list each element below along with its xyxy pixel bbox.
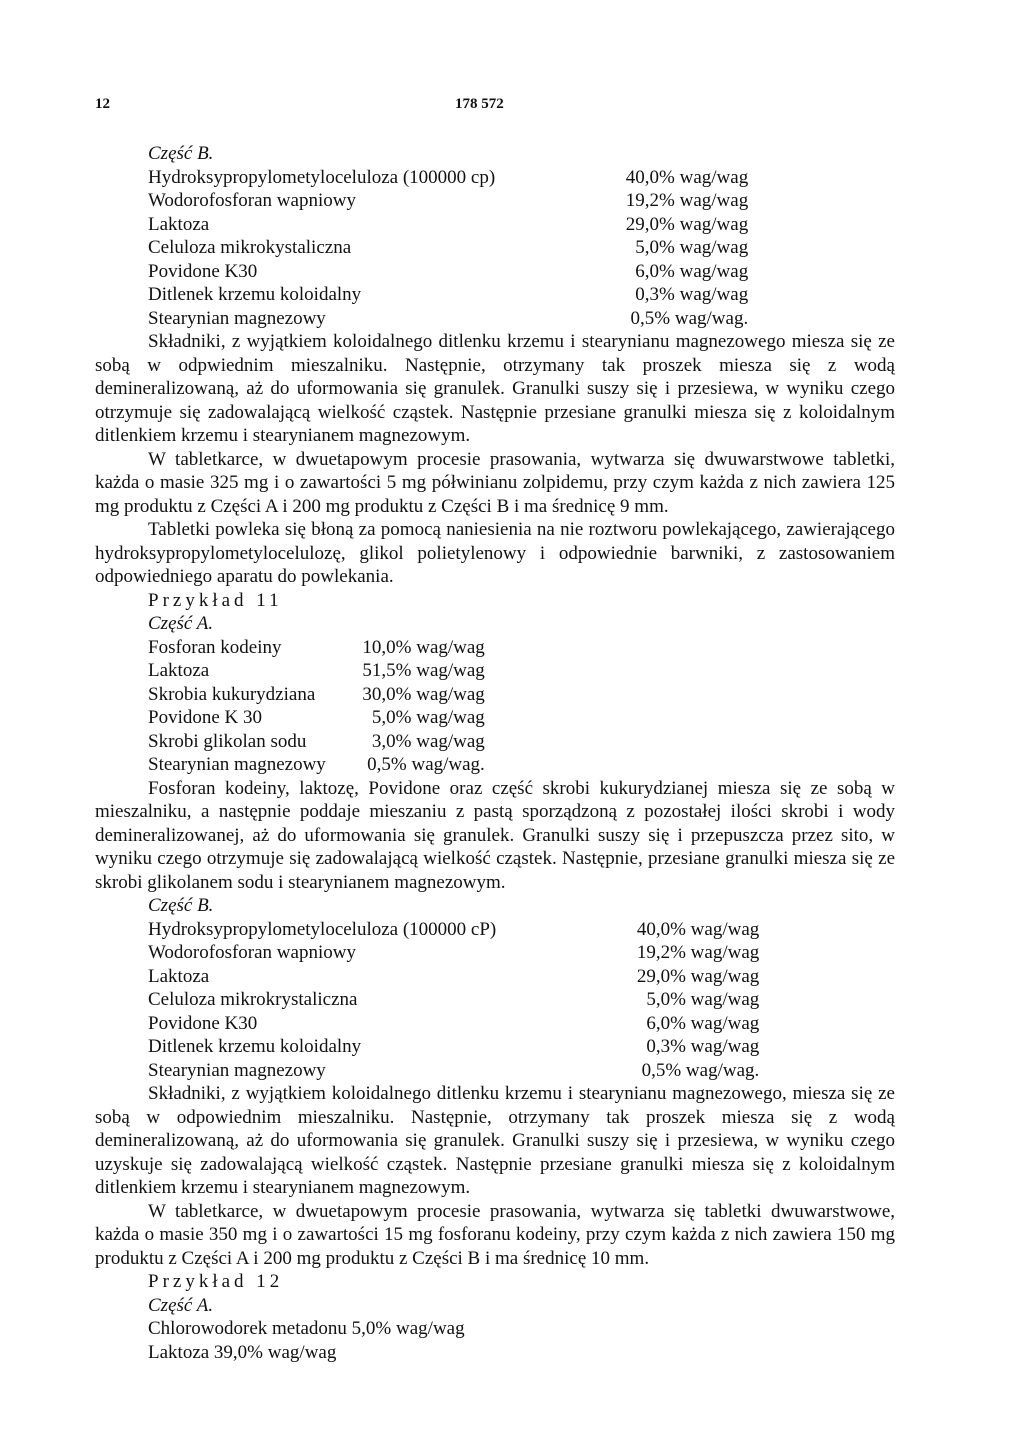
ingredient-value: 10,0% wag/wag — [362, 636, 485, 658]
ingredient-row — [148, 213, 748, 237]
ingredient-name: Hydroksypropylometyloceluloza (100000 cP) — [148, 918, 497, 940]
ingredient-row — [148, 988, 759, 1012]
page-header — [95, 96, 925, 120]
ingredient-name: Celuloza mikrokystaliczna — [148, 237, 352, 258]
paragraph: Składniki, z wyjątkiem koloidalnego ditlenku krzemu i stearynianu magnezowego, miesza się ze sobą w odpowiednim mieszalniku. Następnie, otrzymany tak proszek miesza się z wodą demineralizowaną, aż do uformowania się granulek. Granulki suszy się i przesiewa, w wyniku czego uzyskuje się zadowalającą wielkość cząstek. Następnie przesiane granulki miesza się z koloidalnym ditlenkiem krzemu i stearynianem magnezowym. — [95, 1083, 895, 1198]
ingredient-row — [148, 706, 485, 730]
ingredient-row — [148, 1012, 759, 1036]
ingredient-name: Skrobi glikolan sodu — [148, 730, 307, 752]
ingredient-table — [148, 636, 485, 777]
ingredient-row — [148, 918, 759, 942]
page-number: 12 — [95, 96, 110, 112]
ingredient-table — [148, 166, 748, 331]
ingredient-value: 6,0% wag/wag — [635, 260, 749, 282]
ingredient-row — [148, 166, 748, 190]
ingredient-row — [148, 236, 748, 260]
ingredient-name: Ditlenek krzemu koloidalny — [148, 1036, 362, 1057]
ingredient-name: Stearynian magnezowy — [148, 1059, 326, 1081]
ingredient-name: Laktoza — [148, 660, 210, 681]
ingredient-row — [148, 683, 485, 707]
ingredient-name: Povidone K30 — [148, 1012, 258, 1034]
example-heading: Przykład 11 — [148, 589, 283, 611]
ingredient-name: Celuloza mikrokrystaliczna — [148, 989, 358, 1010]
ingredient-row — [148, 659, 485, 683]
ingredient-name: Povidone K30 — [148, 260, 258, 282]
part-b-label: Część B. — [148, 895, 214, 916]
ingredient-row — [148, 260, 748, 284]
ingredient-name: Laktoza — [148, 965, 210, 987]
ingredient-value: 0,5% wag/wag. — [630, 307, 749, 329]
ingredient-name: Ditlenek krzemu koloidalny — [148, 284, 362, 305]
paragraph: W tabletkarce, w dwuetapowym procesie prasowania, wytwarza się dwuwarstwowe tabletki, każda o masie 325 mg i o zawartości 5 mg półwinianu zolpidemu, przy czym każda z nich zawiera 125 mg produktu z Części A i 200 mg produktu z Części B i ma średnicę 9 mm. — [95, 448, 895, 517]
ingredient-row — [148, 753, 485, 777]
paragraph: Składniki, z wyjątkiem koloidalnego ditlenku krzemu i stearynianu magnezowego miesza się ze sobą w odpwiednim mieszalniku. Następnie, otrzymany tak proszek miesza się z wodą demineralizowaną, aż do uformowania się granulek. Granulki suszy się i przesiewa, w wyniku czego otrzymuje się zadowalającą wielkość cząstek. Następnie przesiane granulki miesza się z koloidalnym ditlenkiem krzemu i stearynianem magnezowym. — [95, 331, 895, 446]
ingredient-row — [148, 283, 748, 307]
document-number: 178 572 — [455, 96, 504, 112]
part-a-label: Część A. — [148, 1294, 214, 1316]
document-body — [95, 142, 895, 1364]
ingredient-value: 51,5% wag/wag — [362, 660, 485, 681]
ingredient-value: 0,3% wag/wag — [635, 284, 749, 305]
ingredient-value: 5,0% wag/wag — [646, 989, 760, 1010]
ingredient-name: Fosforan kodeiny — [148, 636, 282, 658]
ingredient-value: 29,0% wag/wag — [636, 965, 760, 987]
ingredient-row — [148, 307, 748, 331]
ingredient-value: 29,0% wag/wag — [625, 213, 749, 235]
ingredient-value: 5,0% wag/wag — [635, 237, 749, 258]
ingredient-name: Hydroksypropylometyloceluloza (100000 cp) — [148, 166, 496, 188]
ingredient-name: Povidone K 30 — [148, 707, 262, 728]
ingredient-row — [148, 730, 485, 754]
ingredient-table — [148, 918, 759, 1083]
part-a-label: Część A. — [148, 613, 214, 634]
ingredient-name: Stearynian magnezowy — [148, 307, 326, 329]
ingredient-row — [148, 636, 485, 660]
part-b-label: Część B. — [148, 143, 214, 164]
ingredient-value: 0,3% wag/wag — [646, 1036, 760, 1057]
paragraph: Tabletki powleka się błoną za pomocą naniesienia na nie roztworu powlekającego, zawierającego hydroksypropylometylocelulozę, glikol polietylenowy i odpowiednie barwniki, z zastosowaniem odpowiedniego aparatu do powlekania. — [95, 519, 895, 587]
example-heading: Przykład 12 — [148, 1271, 284, 1292]
ingredient-row — [148, 1035, 759, 1059]
ingredient-value: 30,0% wag/wag — [362, 683, 485, 705]
ingredient-row — [148, 189, 748, 213]
ingredient-value: 3,0% wag/wag — [371, 730, 485, 752]
paragraph: Fosforan kodeiny, laktozę, Povidone oraz część skrobi kukurydzianej miesza się ze sobą w mieszalniku, a następnie poddaje mieszaniu z pastą sporządzoną z pozostałej ilości skrobi i wody demineralizowanej, aż do uformowania się granulek. Granulki suszy się i przepuszcza przez sito, w wyniku czego otrzymuje się zadowalającą wielkość cząstek. Następnie, przesiane granulki miesza się ze skrobi glikolanem sodu i stearynianem magnezowym. — [95, 777, 895, 893]
paragraph: W tabletkarce, w dwuetapowym procesie prasowania, wytwarza się tabletki dwuwarstwowe, każda o masie 350 mg i o zawartości 15 mg fosforanu kodeiny, przy czym każda z nich zawiera 150 mg produktu z Części A i 200 mg produktu z Części B i ma średnicę 10 mm. — [95, 1200, 895, 1269]
ingredient-name: Skrobia kukurydziana — [148, 683, 316, 705]
ingredient-value: 0,5% wag/wag. — [367, 754, 485, 775]
ingredient-value: 40,0% wag/wag — [625, 166, 749, 188]
ingredient-row — [148, 1059, 759, 1083]
ingredient-row — [148, 965, 759, 989]
ingredient-value: 19,2% wag/wag — [625, 190, 749, 211]
ingredient-value: 0,5% wag/wag. — [641, 1059, 760, 1081]
ingredient-name: Stearynian magnezowy — [148, 754, 326, 775]
ingredient-name: Wodorofosforan wapniowy — [148, 942, 356, 963]
ingredient-name: Laktoza — [148, 213, 210, 235]
ingredient-value: 6,0% wag/wag — [646, 1012, 760, 1034]
ingredient-value: 19,2% wag/wag — [636, 942, 760, 963]
ingredient-line: Chlorowodorek metadonu 5,0% wag/wag — [148, 1318, 465, 1339]
ingredient-line: Laktoza 39,0% wag/wag — [148, 1341, 337, 1363]
ingredient-name: Wodorofosforan wapniowy — [148, 190, 356, 211]
ingredient-row — [148, 941, 759, 965]
ingredient-value: 40,0% wag/wag — [636, 918, 760, 940]
ingredient-value: 5,0% wag/wag — [371, 707, 485, 728]
